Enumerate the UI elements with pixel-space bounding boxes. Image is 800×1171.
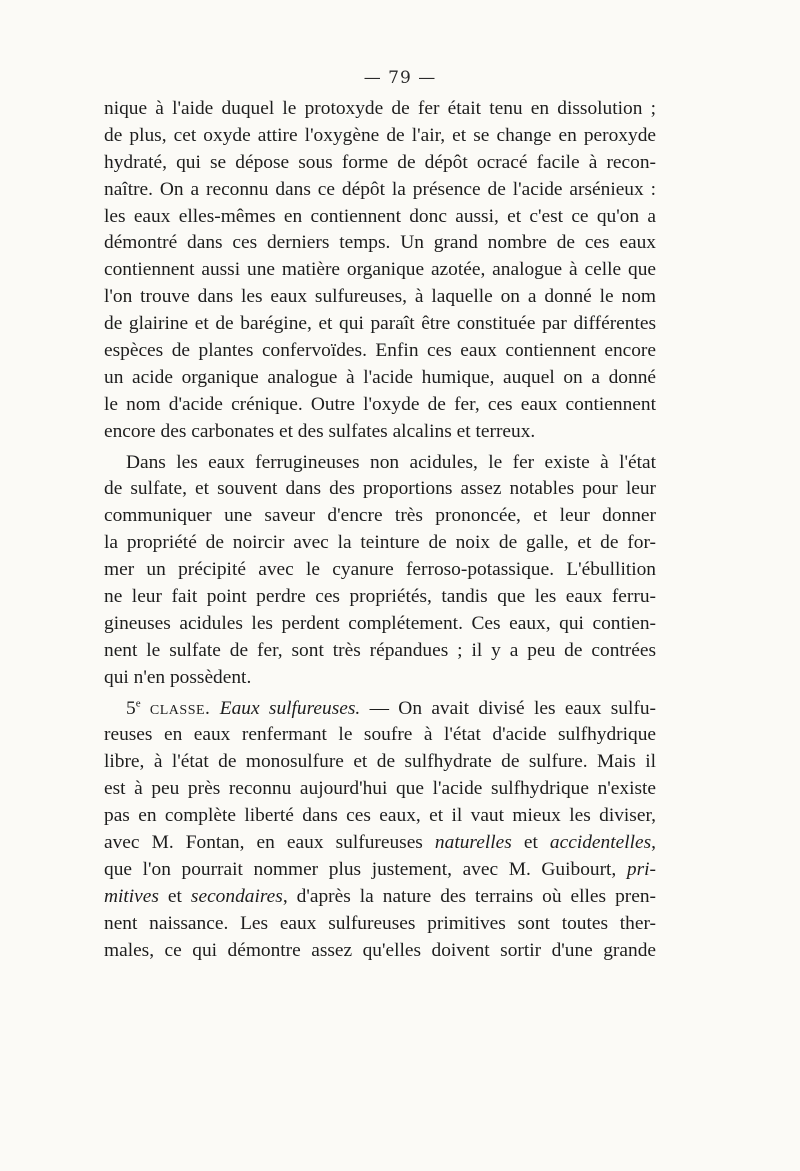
text-line — [104, 830, 656, 857]
text-line — [104, 884, 656, 911]
text-line: espèces de plantes confervoïdes. Enfin ces eaux contiennent encore — [104, 340, 656, 362]
text-fragment: et — [511, 832, 550, 854]
page-number: — 79 — — [363, 68, 437, 88]
text-line: hydraté, qui se dépose sous forme de dépôt ocracé facile à recon- — [104, 151, 656, 173]
paragraph-2 — [104, 450, 656, 692]
text-line: males, ce qui démontre assez qu'elles doivent sortir d'une grande — [104, 939, 656, 961]
italic-term: pri- — [626, 858, 656, 880]
italic-term: secondaires — [190, 885, 283, 907]
paragraph-1 — [104, 96, 656, 446]
text-line: communiquer une saveur d'encre très prononcée, et leur donner — [104, 505, 656, 527]
text-fragment: et — [158, 885, 191, 907]
text-line: reuses en eaux renfermant le soufre à l'état d'acide sulfhydrique — [104, 724, 656, 746]
text-line: de plus, cet oxyde attire l'oxygène de l'air, et se change en peroxyde — [104, 124, 656, 146]
text-line: pas en complète liberté dans ces eaux, et il vaut mieux les diviser, — [104, 805, 656, 827]
text-line: de glairine et de barégine, et qui paraît être constituée par différentes — [104, 313, 656, 335]
text-line: naître. On a reconnu dans ce dépôt la présence de l'acide arsénieux : — [104, 178, 656, 200]
italic-term: naturelles — [434, 832, 512, 854]
text-line: contiennent aussi une matière organique azotée, analogue à celle que — [104, 259, 656, 281]
italic-term: accidentelles — [549, 832, 652, 854]
text-line: la propriété de noircir avec la teinture de noix de galle, et de for- — [104, 532, 656, 554]
text-line: est à peu près reconnu aujourd'hui que l'acide sulfhydrique n'existe — [104, 778, 656, 800]
text-line: encore des carbonates et des sulfates alcalins et terreux. — [104, 420, 536, 442]
text-line: les eaux elles-mêmes en contiennent donc aussi, et c'est ce qu'on a — [104, 205, 656, 227]
text-line: l'on trouve dans les eaux sulfureuses, à laquelle on a donné le nom — [104, 286, 656, 308]
text-fragment: , d'après la nature des terrains où elles pren- — [282, 885, 656, 907]
section-title: Eaux sulfureuses. — [219, 697, 361, 719]
class-number-superscript: e — [135, 697, 141, 710]
paragraph-3 — [104, 696, 656, 965]
text-line: le nom d'acide crénique. Outre l'oxyde de fer, ces eaux contiennent — [104, 393, 656, 415]
text-line: Dans les eaux ferrugineuses non acidules, le fer existe à l'état — [126, 451, 656, 473]
text-fragment: avec M. Fontan, en eaux sulfureuses — [104, 832, 435, 854]
section-heading-line — [104, 696, 656, 723]
text-fragment: que l'on pourrait nommer plus justement, avec M. Guibourt, — [104, 858, 627, 880]
text-line: ne leur fait point perdre ces propriétés, tandis que les eaux ferru- — [104, 586, 656, 608]
text-line: nent naissance. Les eaux sulfureuses primitives sont toutes ther- — [104, 912, 656, 934]
text-line: libre, à l'état de monosulfure et de sulfhydrate de sulfure. Mais il — [104, 751, 656, 773]
class-number: 5 — [126, 697, 136, 719]
text-line — [104, 857, 656, 884]
text-line: gineuses acidules les perdent complétement. Ces eaux, qui contien- — [104, 612, 656, 634]
text-line: de sulfate, et souvent dans des proportions assez notables pour leur — [104, 478, 656, 500]
text-line: mer un précipité avec le cyanure ferroso-potassique. L'ébullition — [104, 559, 656, 581]
class-label: classe. — [149, 697, 211, 719]
italic-term: mitives — [104, 885, 159, 907]
text-line: démontré dans ces derniers temps. Un grand nombre de ces eaux — [104, 232, 656, 254]
text-line: nent le sulfate de fer, sont très répandues ; il y a peu de contrées — [104, 639, 656, 661]
text-line: nique à l'aide duquel le protoxyde de fer était tenu en dissolution ; — [104, 98, 656, 119]
text-fragment: — On avait divisé les eaux sulfu- — [360, 697, 656, 719]
text-fragment: , — [651, 832, 656, 854]
text-line: un acide organique analogue à l'acide humique, auquel on a donné — [104, 366, 656, 388]
text-line: qui n'en possèdent. — [104, 666, 252, 688]
body-text — [104, 96, 656, 965]
